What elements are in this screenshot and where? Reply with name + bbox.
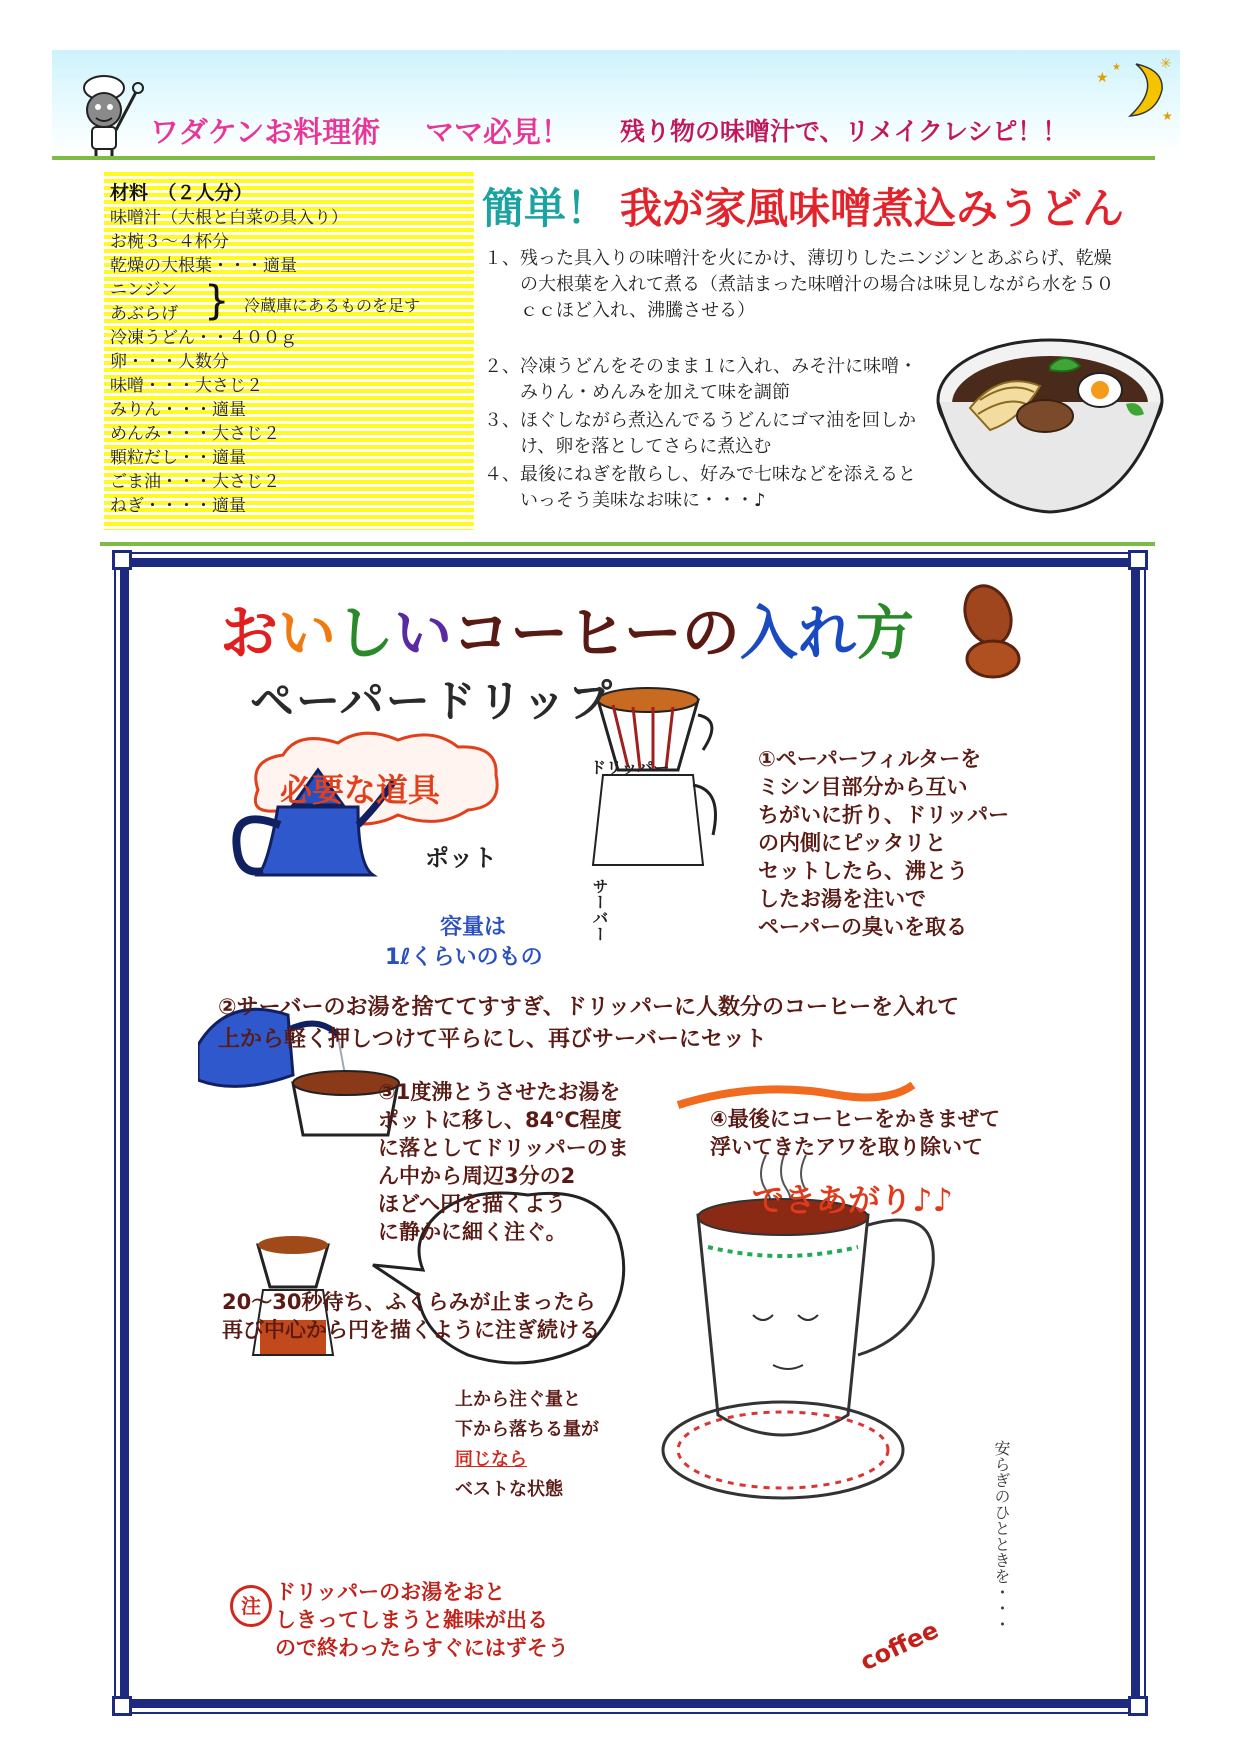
chef-mascot-icon <box>74 72 154 158</box>
section-divider <box>100 542 1155 546</box>
brace-note: 冷蔵庫にあるものを足す <box>244 296 421 315</box>
step3-text <box>378 1078 678 1246</box>
coffee-title-char: れ <box>797 599 856 667</box>
tools-label: 必要な道具 <box>280 771 441 809</box>
recipe-step-4 <box>484 462 924 514</box>
recipe-step-1 <box>484 246 1124 324</box>
step1-line: したお湯を注いで <box>758 887 926 911</box>
coffee-title-char: の <box>681 599 740 667</box>
step1-line: の内側にピッタリと <box>758 831 947 855</box>
ingredient-item: ごま油・・・大さじ２ <box>110 472 280 492</box>
step-number: ２、 <box>484 356 520 377</box>
coffee-title-char: ヒ <box>568 599 624 667</box>
step-text: 残った具入りの味噌汁を火にかけ、薄切りしたニンジンとあぶらげ、乾燥の大根葉を入れて煮る（煮詰まった味噌汁の場合は味見しながら水を５０ｃｃほど入れ、沸騰させる） <box>520 248 1114 321</box>
bubble-line: 上から注ぐ量と <box>455 1389 581 1410</box>
step4-line: ④最後にコーヒーをかきまぜて <box>710 1107 1000 1131</box>
step1-line: ミシン目部分から互い <box>758 775 968 799</box>
ingredient-item: 卵・・・人数分 <box>110 352 229 372</box>
svg-text:★: ★ <box>1162 109 1173 123</box>
recipe-step-2 <box>484 354 924 406</box>
step3-line: に静かに細く注ぐ。 <box>378 1220 567 1244</box>
coffee-title-char: 入 <box>739 599 798 667</box>
pot-label: ポット <box>425 844 497 872</box>
step1-line: ちがいに折り、ドリッパー <box>758 803 1010 827</box>
step1-text <box>758 745 1068 941</box>
header-corner-title: ワダケンお料理術 <box>150 115 381 149</box>
ingredient-item: 顆粒だし・・適量 <box>110 448 246 468</box>
ingredient-item: 冷凍うどん・・４００ｇ <box>110 328 297 348</box>
warning-text <box>275 1578 635 1662</box>
step-text: ほぐしながら煮込んでるうどんにゴマ油を回しかけ、卵を落としてさらに煮込む <box>520 410 916 457</box>
done-label: できあがり♪♪ <box>752 1181 953 1219</box>
coffee-title-char: コ <box>452 599 511 667</box>
moon-stars-icon <box>1090 56 1176 126</box>
capacity-value: 1ℓくらいのもの <box>385 945 543 970</box>
frame-corner <box>112 550 132 570</box>
bubble-line: 同じなら <box>455 1449 527 1470</box>
warning-mark: 注 <box>230 1585 272 1627</box>
ingredient-item: めんみ・・・大さじ２ <box>110 424 280 444</box>
frame-corner <box>112 1696 132 1716</box>
bubble-text <box>455 1385 655 1505</box>
relax-note: 安らぎのひとときを・・・ <box>992 1440 1011 1632</box>
ingredient-item: お椀３〜４杯分 <box>110 232 229 252</box>
step3b-line: 20〜30秒待ち、ふくらみが止まったら <box>222 1290 596 1314</box>
step3-line: ほどへ円を描くよう <box>378 1192 567 1216</box>
bubble-line: 下から落ちる量が <box>455 1419 599 1440</box>
step-text: 最後にねぎを散らし、好みで七味などを添えるといっそう美味なお味に・・・♪ <box>520 464 916 511</box>
step-number: ４、 <box>484 464 520 485</box>
step3-line: に落としてドリッパーのま <box>378 1136 629 1160</box>
cup-label: coffee <box>855 1615 943 1677</box>
ingredient-item: あぶらげ <box>110 304 178 324</box>
ingredient-item: ねぎ・・・・適量 <box>110 496 246 516</box>
step2-text <box>218 992 1048 1056</box>
step-number: ３、 <box>484 410 520 431</box>
brace-icon: } <box>204 278 230 324</box>
coffee-title-char: お <box>220 599 279 667</box>
ingredients-title: 材料 （２人分） <box>110 182 253 204</box>
warning-line: ので終わったらすぐにはずそう <box>275 1636 569 1660</box>
step-text: 冷凍うどんをそのまま１に入れ、みそ汁に味噌・みりん・めんみを加えて味を調節 <box>520 356 918 403</box>
step3-line: ③1度沸とうさせたお湯を <box>378 1080 621 1104</box>
step-number: １、 <box>484 248 520 269</box>
udon-bowl-icon <box>930 330 1170 520</box>
coffee-title <box>220 586 914 670</box>
warning-line: ドリッパーのお湯をおと <box>275 1580 506 1604</box>
warning-line: しきってしまうと雑味が出る <box>275 1608 548 1632</box>
header-subtitle: 残り物の味噌汁で、リメイクレシピ！！ <box>620 117 1068 146</box>
step1-line: ペーパーの臭いを取る <box>758 915 967 939</box>
coffee-subtitle: ペーパードリップ <box>250 676 615 727</box>
header-divider <box>52 156 1155 160</box>
svg-text:★: ★ <box>1112 62 1121 73</box>
svg-text:✳: ✳ <box>1160 56 1172 72</box>
recipe-title-prefix: 簡単！ <box>482 184 609 233</box>
dripper-label: ドリッパー <box>590 758 670 777</box>
coffee-title-char: 方 <box>855 599 914 667</box>
server-label: サーバー <box>590 878 609 942</box>
step1-line: ①ペーパーフィルターを <box>758 747 982 771</box>
coffee-title-char: い <box>278 599 337 667</box>
step4-line: 浮いてきたアワを取り除いて <box>710 1135 983 1159</box>
svg-text:★: ★ <box>1096 70 1109 86</box>
coffee-title-char: ー <box>623 599 682 667</box>
coffee-title-char: し <box>336 599 395 667</box>
coffee-title-char: ー <box>510 599 569 667</box>
step3b-line: 再び中心から円を描くように注ぎ続ける <box>222 1318 600 1342</box>
coffee-title-char: い <box>394 599 453 667</box>
header-tagline: ママ必見！ <box>425 115 571 149</box>
ingredient-item: 味噌汁（大根と白菜の具入り） <box>110 208 348 228</box>
frame-corner <box>1128 550 1148 570</box>
step1-line: セットしたら、沸とう <box>758 859 968 883</box>
step4-text <box>710 1105 1070 1161</box>
step2-line: 上から軽く押しつけて平らにし、再びサーバーにセット <box>218 1027 767 1052</box>
ingredient-item: 乾燥の大根葉・・・適量 <box>110 256 297 276</box>
step3-line: ん中から周辺3分の2 <box>378 1164 576 1188</box>
recipe-step-3 <box>484 408 924 460</box>
bubble-line: ベストな状態 <box>455 1479 563 1500</box>
ingredient-item: 味噌・・・大さじ２ <box>110 376 263 396</box>
step2-line: ②サーバーのお湯を捨ててすすぎ、ドリッパーに人数分のコーヒーを入れて <box>218 995 960 1020</box>
ingredient-item: ニンジン <box>110 280 178 300</box>
step3-line: ポットに移し、84℃程度 <box>378 1108 622 1132</box>
capacity-label: 容量は <box>440 915 507 940</box>
step3b-text <box>222 1288 742 1344</box>
recipe-title: 我が家風味噌煮込みうどん <box>620 184 1125 233</box>
frame-corner <box>1128 1696 1148 1716</box>
ingredient-item: みりん・・・適量 <box>110 400 246 420</box>
